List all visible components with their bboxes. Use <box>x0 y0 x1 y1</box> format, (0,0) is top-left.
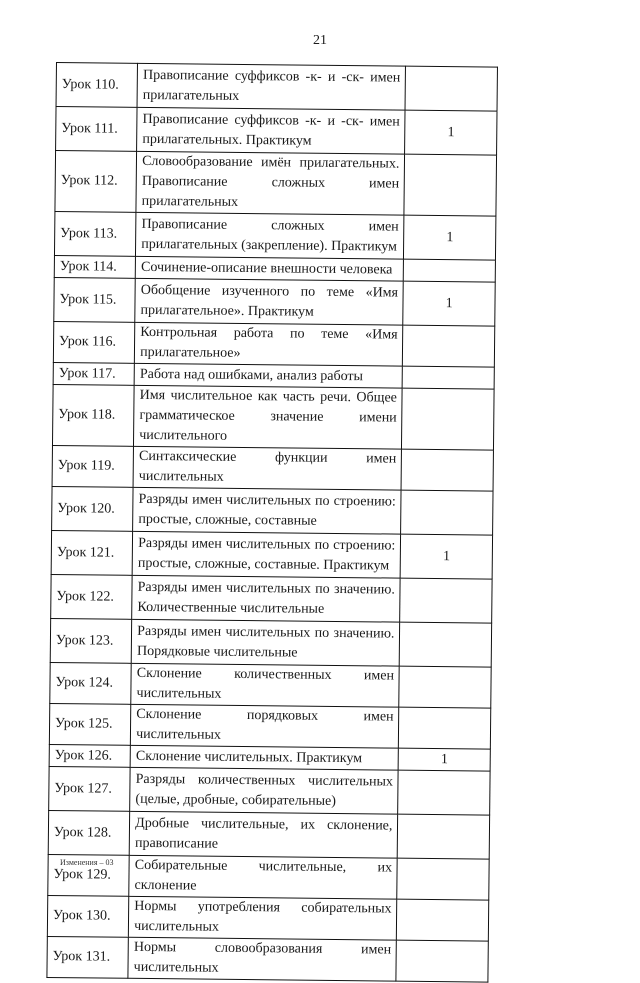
table-row <box>51 530 492 579</box>
lesson-topic: Правописание суффиксов -к- и -ск- имен прилагательных. Практикум <box>137 107 406 154</box>
lesson-topic: Имя числительное как часть речи. Общее грамматическое значение имени числительного <box>134 385 403 449</box>
lesson-hours <box>400 578 492 623</box>
lesson-hours <box>399 707 491 749</box>
table-row <box>50 618 491 667</box>
lesson-topic: Дробные числительные, их склонение, правописание <box>129 811 398 858</box>
lesson-hours <box>400 622 492 667</box>
lesson-topic: Правописание сложных имен прилагательных (закрепление). Практикум <box>136 212 405 259</box>
table-row <box>52 384 494 450</box>
lesson-hours <box>401 490 493 535</box>
table-row <box>54 211 495 260</box>
lesson-number: Урок 128. <box>48 810 130 855</box>
lesson-number: Урок 123. <box>50 618 132 663</box>
table-row <box>47 936 488 982</box>
lesson-topic: Словообразование имён прилагательных. Правописание сложных имен прилагательных <box>136 151 405 215</box>
lesson-topic: Контрольная работа по теме «Имя прилагательное» <box>135 322 404 366</box>
table-row <box>56 63 497 112</box>
lesson-topic: Синтаксические функции имен числительных <box>133 446 402 490</box>
lesson-topic: Разряды имен числительных по строению: простые, сложные, составные <box>133 487 402 534</box>
lesson-number: Урок 130. <box>47 895 129 937</box>
lesson-topic: Обобщение изученного по теме «Имя прилагательное». Практикум <box>135 278 404 325</box>
lesson-number: Урок 127. <box>49 766 131 811</box>
table-row <box>56 107 497 156</box>
lesson-hours <box>402 388 494 450</box>
table-row <box>48 854 489 900</box>
lesson-topic: Нормы употребления собирательных числительных <box>129 896 398 940</box>
lesson-number: Урок 119. <box>52 445 134 487</box>
lesson-hours: 1 <box>399 748 491 771</box>
lesson-number: Урок 120. <box>52 486 134 531</box>
lesson-number: Урок 117. <box>53 362 134 385</box>
lesson-number: Урок 126. <box>49 744 130 767</box>
lesson-number: Урок 110. <box>56 63 138 108</box>
lesson-number: Урок 124. <box>50 662 132 704</box>
lesson-topic: Разряды имен числительных по значению. Количественные числительные <box>132 575 401 622</box>
table-row <box>53 321 494 367</box>
lesson-hours: 1 <box>404 215 496 260</box>
lesson-topic: Склонение количественных имен числительных <box>131 663 400 707</box>
table-row <box>48 810 489 859</box>
lesson-number: Урок 129. <box>48 854 130 896</box>
table-row <box>55 151 497 217</box>
lesson-number: Урок 131. <box>47 936 129 978</box>
lesson-topic: Нормы словообразования имен числительных <box>128 937 397 981</box>
lesson-topic: Склонение числительных. Практикум <box>130 745 398 770</box>
lesson-number: Урок 113. <box>54 211 136 256</box>
lesson-number: Урок 118. <box>52 384 134 446</box>
lesson-hours: 1 <box>401 534 493 579</box>
lesson-hours <box>397 858 489 900</box>
table-row <box>49 703 490 749</box>
lesson-topic: Сочинение-описание внешности человека <box>135 256 403 281</box>
lesson-hours: 1 <box>405 110 497 155</box>
lesson-number: Урок 111. <box>56 107 138 152</box>
lesson-hours <box>404 154 496 216</box>
table-row <box>51 574 492 623</box>
lesson-number: Урок 116. <box>53 321 135 363</box>
table-row <box>50 662 491 708</box>
lesson-hours <box>396 940 488 982</box>
lesson-hours <box>405 66 497 111</box>
lesson-hours <box>403 325 495 367</box>
lesson-hours <box>399 666 491 708</box>
table-row <box>52 486 493 535</box>
lesson-hours <box>404 259 496 282</box>
lesson-topic: Работа над ошибками, анализ работы <box>134 363 402 388</box>
lesson-table <box>46 62 498 983</box>
lesson-hours <box>398 814 490 859</box>
lesson-topic: Склонение порядковых имен числительных <box>131 704 400 748</box>
lesson-number: Урок 122. <box>51 574 133 619</box>
table-row <box>52 445 493 491</box>
lesson-table-body <box>47 63 498 983</box>
footer-note: Изменения – 03 <box>60 858 114 867</box>
lesson-hours <box>398 770 490 815</box>
lesson-hours <box>401 449 493 491</box>
lesson-hours <box>397 899 489 941</box>
lesson-topic: Разряды количественных числительных (целые, дробные, собирательные) <box>130 767 399 814</box>
lesson-number: Урок 121. <box>51 530 133 575</box>
lesson-topic: Правописание суффиксов -к- и -ск- имен прилагательных <box>137 63 406 110</box>
lesson-topic: Разряды имен числительных по строению: простые, сложные, составные. Практикум <box>132 531 401 578</box>
page-number: 21 <box>313 33 327 48</box>
lesson-topic: Разряды имен числительных по значению. Порядковые числительные <box>131 619 400 666</box>
table-row <box>54 277 495 326</box>
lesson-number: Урок 125. <box>49 703 131 745</box>
table-row <box>47 895 488 941</box>
lesson-hours: 1 <box>403 281 495 326</box>
lesson-number: Урок 114. <box>54 255 135 278</box>
lesson-number: Урок 112. <box>55 151 137 213</box>
table-row <box>49 766 490 815</box>
lesson-hours <box>403 366 495 389</box>
lesson-topic: Собирательные числительные, их склонение <box>129 855 398 899</box>
lesson-number: Урок 115. <box>54 277 136 322</box>
